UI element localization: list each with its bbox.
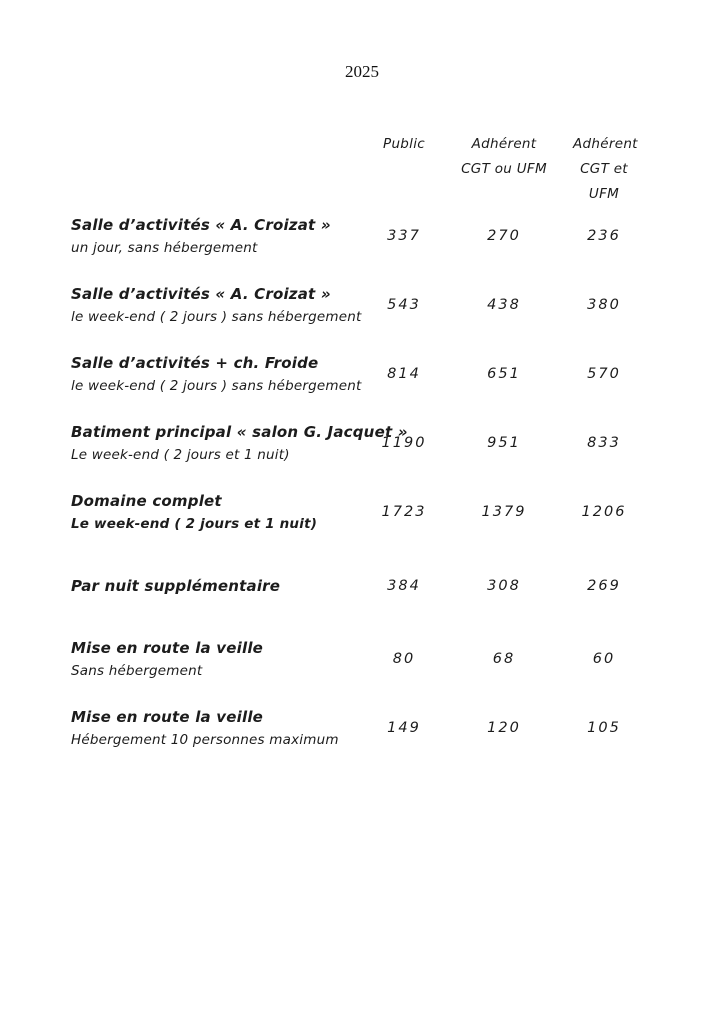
table-row (71, 419, 704, 467)
row-label (71, 575, 354, 598)
row-subtitle: Le week-end ( 2 jours et 1 nuit) (71, 515, 318, 532)
price-public: 80 (392, 651, 416, 667)
price-adherent-cgt-ou-ufm: 651 (487, 366, 521, 382)
price-public: 543 (387, 297, 421, 313)
price-public: 149 (387, 720, 421, 736)
table-row (71, 635, 704, 683)
row-title: Salle d’activités « A. Croizat » (71, 215, 331, 234)
price-adherent-cgt-ou-ufm: 1379 (481, 504, 527, 520)
price-adherent-cgt-ou-ufm: 438 (487, 297, 521, 313)
row-title: Batiment principal « salon G. Jacquet » (71, 422, 408, 441)
row-subtitle: Le week-end ( 2 jours et 1 nuit) (71, 446, 290, 463)
row-title: Salle d’activités « A. Croizat » (71, 284, 331, 303)
column-header-adherent-cgt-ou-ufm (454, 132, 554, 182)
price-public: 1723 (381, 504, 427, 520)
row-label (71, 490, 354, 535)
table-row (71, 212, 704, 260)
table-row (71, 488, 704, 536)
price-table (0, 132, 724, 752)
column-header-adherent-cgt-et-ufm (554, 132, 654, 207)
column-header-public (354, 132, 454, 157)
row-label (71, 352, 362, 397)
price-adherent-cgt-ou-ufm: 68 (492, 651, 516, 667)
table-row (71, 281, 704, 329)
row-title: Mise en route la veille (71, 638, 264, 657)
price-adherent-cgt-et-ufm: 570 (587, 366, 621, 382)
row-title: Domaine complet (71, 491, 222, 510)
price-adherent-cgt-et-ufm: 105 (587, 720, 621, 736)
price-adherent-cgt-ou-ufm: 120 (487, 720, 521, 736)
column-header-public-label: Public (383, 136, 425, 152)
price-adherent-cgt-et-ufm: 380 (587, 297, 621, 313)
table-row (71, 566, 704, 606)
table-body (71, 212, 704, 752)
price-adherent-cgt-et-ufm: 1206 (581, 504, 627, 520)
table-row (71, 704, 704, 752)
price-public: 814 (387, 366, 421, 382)
row-title: Salle d’activités + ch. Froide (71, 353, 319, 372)
column-header-adherent-cgt-et-ufm-label: Adhérent CGT et UFM (573, 136, 638, 202)
price-public: 337 (387, 228, 421, 244)
row-subtitle: Hébergement 10 personnes maximum (71, 731, 339, 748)
column-header-adherent-cgt-ou-ufm-label: Adhérent CGT ou UFM (461, 136, 547, 177)
price-adherent-cgt-et-ufm: 833 (587, 435, 621, 451)
price-adherent-cgt-ou-ufm: 951 (487, 435, 521, 451)
row-label (71, 283, 362, 328)
row-subtitle: le week-end ( 2 jours ) sans hébergement (71, 308, 362, 325)
price-adherent-cgt-ou-ufm: 270 (487, 228, 521, 244)
row-title: Par nuit supplémentaire (71, 576, 281, 595)
price-public: 384 (387, 578, 421, 594)
row-subtitle: Sans hébergement (71, 662, 203, 679)
price-adherent-cgt-et-ufm: 236 (587, 228, 621, 244)
price-public: 1190 (381, 435, 427, 451)
table-row (71, 350, 704, 398)
row-subtitle: le week-end ( 2 jours ) sans hébergement (71, 377, 362, 394)
row-label (71, 637, 354, 682)
price-adherent-cgt-et-ufm: 269 (587, 578, 621, 594)
row-label (71, 214, 354, 259)
row-label (71, 706, 354, 751)
table-header-row (71, 132, 704, 207)
page-title: 2025 (345, 62, 379, 81)
row-title: Mise en route la veille (71, 707, 264, 726)
price-adherent-cgt-et-ufm: 60 (592, 651, 616, 667)
price-adherent-cgt-ou-ufm: 308 (487, 578, 521, 594)
row-subtitle: un jour, sans hébergement (71, 239, 258, 256)
